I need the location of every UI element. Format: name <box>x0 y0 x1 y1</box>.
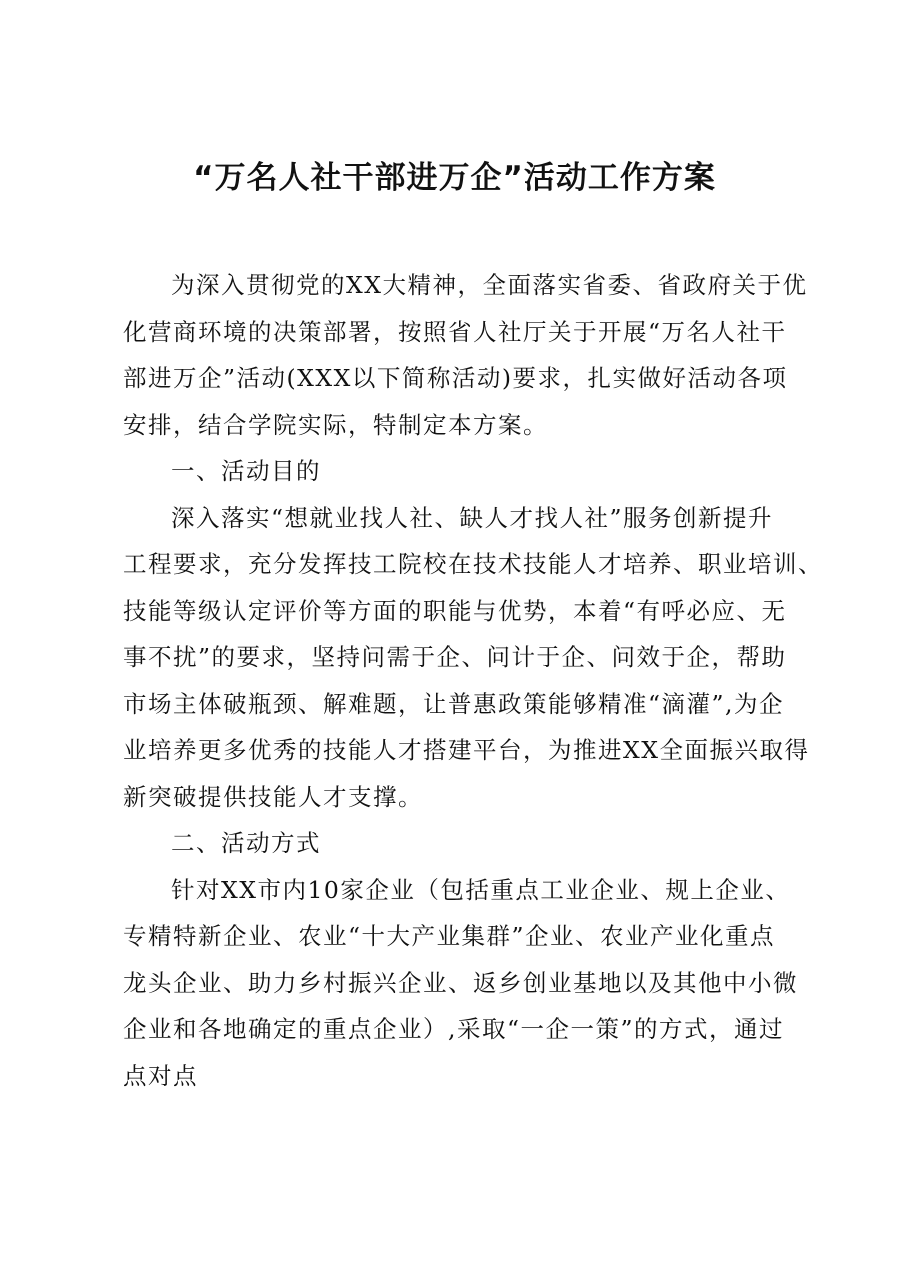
paragraph-method-line-1: 针对XX市内10家企业（包括重点工业企业、规上企业、 <box>171 876 791 904</box>
paragraph-method-line-5: 点对点 <box>123 1062 198 1090</box>
paragraph-method-line-2: 专精特新企业、农业“十大产业集群”企业、农业产业化重点 <box>123 922 776 950</box>
paragraph-intro-line-1: 为深入贯彻党的XX大精神，全面落实省委、省政府关于优 <box>171 271 808 299</box>
paragraph-purpose-line-1: 深入落实“想就业找人社、缺人才找人社”服务创新提升 <box>171 504 774 532</box>
paragraph-intro-line-3: 部进万企”活动(XXX以下简称活动)要求，扎实做好活动各项 <box>123 364 788 392</box>
paragraph-intro-line-4: 安排，结合学院实际，特制定本方案。 <box>123 411 548 439</box>
document-title: “万名人社干部进万企”活动工作方案 <box>193 160 716 196</box>
paragraph-method-line-4: 企业和各地确定的重点企业）,采取“一企一策”的方式，通过 <box>123 1015 784 1043</box>
paragraph-intro-line-2: 化营商环境的决策部署，按照省人社厅关于开展“万名人社干 <box>123 318 787 346</box>
paragraph-purpose-line-6: 业培养更多优秀的技能人才搭建平台，为推进XX全面振兴取得 <box>123 736 810 764</box>
paragraph-purpose-line-7: 新突破提供技能人才支撑。 <box>123 783 423 811</box>
section-heading-method: 二、活动方式 <box>171 829 321 857</box>
paragraph-method-line-3: 龙头企业、助力乡村振兴企业、返乡创业基地以及其他中小微 <box>123 969 798 997</box>
paragraph-purpose-line-5: 市场主体破瓶颈、解难题，让普惠政策能够精准“滴灌”,为企 <box>123 690 784 718</box>
paragraph-purpose-line-4: 事不扰”的要求，坚持问需于企、问计于企、问效于企，帮助 <box>123 643 787 671</box>
paragraph-purpose-line-2: 工程要求，充分发挥技工院校在技术技能人才培养、职业培训、 <box>123 550 823 578</box>
section-heading-purpose: 一、活动目的 <box>171 457 321 485</box>
paragraph-purpose-line-3: 技能等级认定评价等方面的职能与优势，本着“有呼必应、无 <box>123 597 787 625</box>
